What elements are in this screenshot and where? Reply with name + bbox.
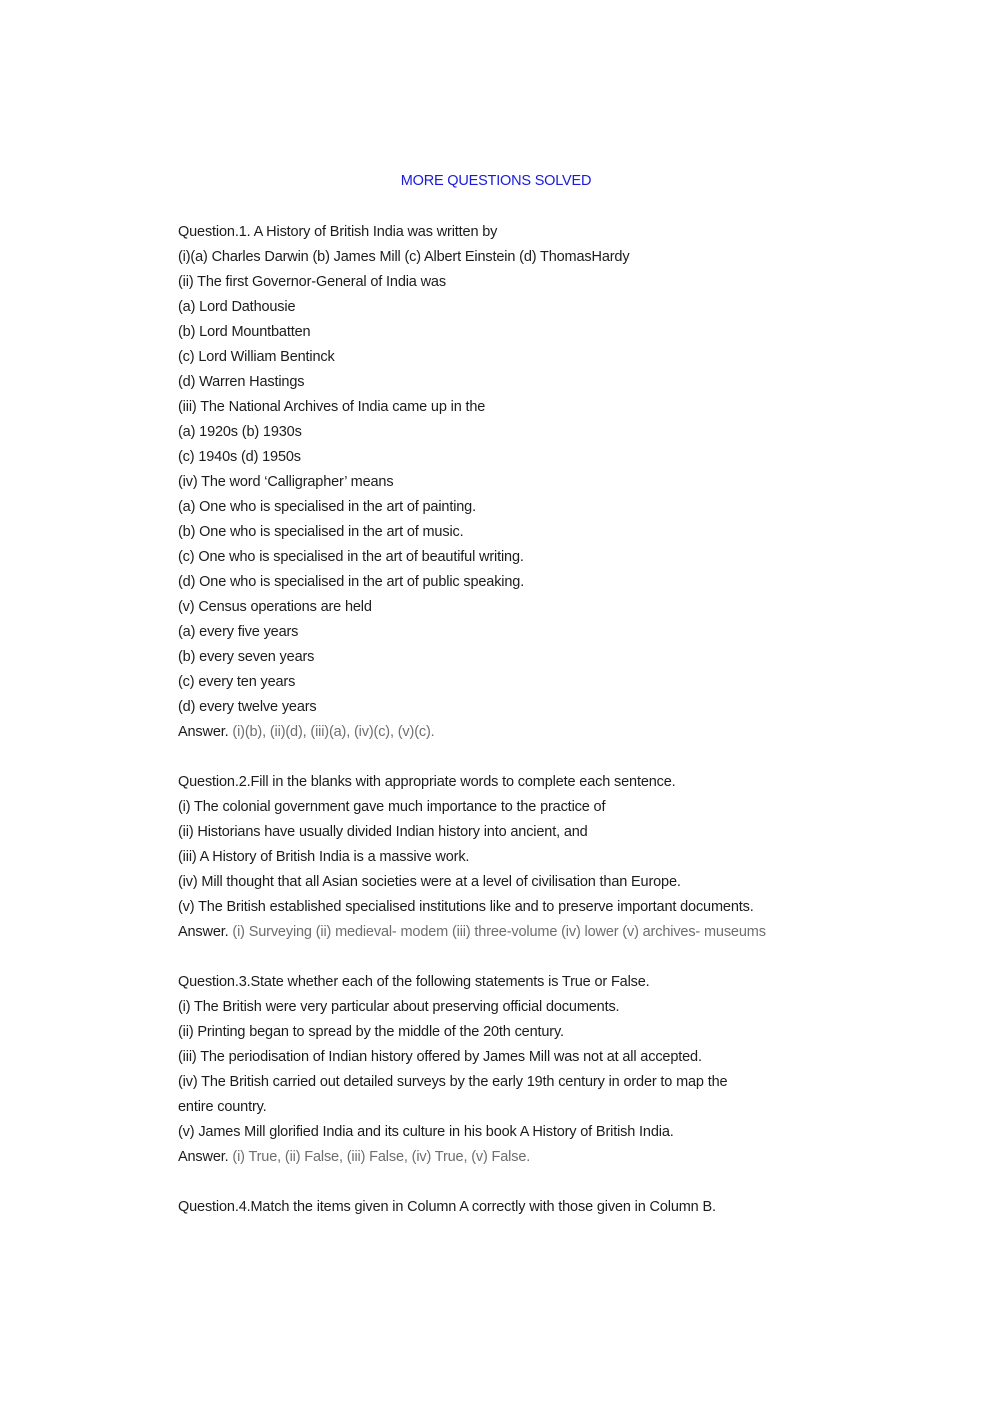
question-2-line: (v) The British established specialised institutions like and to preserve important documents.: [178, 899, 754, 915]
question-2-line: (iii) A History of British India is a massive work.: [178, 849, 470, 865]
question-1-line: (a) 1920s (b) 1930s: [178, 424, 302, 440]
question-1-answer: [178, 720, 838, 745]
question-3-line: (iii) The periodisation of Indian history offered by James Mill was not at all accepted.: [178, 1049, 702, 1065]
answer-text: (i)(b), (ii)(d), (iii)(a), (iv)(c), (v)(c).: [228, 724, 435, 740]
question-1-line: (b) Lord Mountbatten: [178, 324, 311, 340]
question-3-line: (i) The British were very particular about preserving official documents.: [178, 999, 620, 1015]
question-2-line: (iv) Mill thought that all Asian societies were at a level of civilisation than Europe.: [178, 874, 681, 890]
question-1-line: (iii) The National Archives of India came up in the: [178, 399, 486, 415]
question-3-line: (ii) Printing began to spread by the middle of the 20th century.: [178, 1024, 564, 1040]
question-2-line: (ii) Historians have usually divided Indian history into ancient, and: [178, 824, 588, 840]
question-3-line: (iv) The British carried out detailed surveys by the early 19th century in order to map the: [178, 1074, 728, 1090]
page-title: MORE QUESTIONS SOLVED: [400, 173, 592, 189]
question-1-line: (c) 1940s (d) 1950s: [178, 449, 301, 465]
question-1-line: (b) every seven years: [178, 649, 315, 665]
question-1-line: (iv) The word ‘Calligrapher’ means: [178, 474, 394, 490]
question-1-heading: Question.1. A History of British India was written by: [178, 224, 498, 240]
question-1-line: (ii) The first Governor-General of India was: [178, 274, 446, 290]
answer-label: Answer.: [178, 924, 229, 940]
questions-content: [178, 220, 838, 1220]
question-4-heading: Question.4.Match the items given in Column A correctly with those given in Column B.: [178, 1199, 716, 1215]
section-spacer: [178, 745, 838, 770]
question-3-line: entire country.: [178, 1099, 267, 1115]
question-2-heading: Question.2.Fill in the blanks with appropriate words to complete each sentence.: [178, 774, 676, 790]
question-2-line: (i) The colonial government gave much importance to the practice of: [178, 799, 606, 815]
question-1-line: (v) Census operations are held: [178, 599, 372, 615]
question-1-line: (c) every ten years: [178, 674, 296, 690]
answer-text: (i) Surveying (ii) medieval- modem (iii) three-volume (iv) lower (v) archives- museums: [228, 924, 766, 940]
question-2-answer: [178, 920, 838, 945]
question-1-line: (a) One who is specialised in the art of painting.: [178, 499, 476, 515]
question-1-line: (i)(a) Charles Darwin (b) James Mill (c) Albert Einstein (d) ThomasHardy: [178, 249, 630, 265]
question-1-line: (d) every twelve years: [178, 699, 317, 715]
section-spacer: [178, 945, 838, 970]
question-3-line: (v) James Mill glorified India and its culture in his book A History of British India.: [178, 1124, 674, 1140]
section-spacer: [178, 1170, 838, 1195]
answer-text: (i) True, (ii) False, (iii) False, (iv) True, (v) False.: [228, 1149, 531, 1165]
question-1-line: (a) Lord Dathousie: [178, 299, 296, 315]
question-3-heading: Question.3.State whether each of the following statements is True or False.: [178, 974, 650, 990]
question-3-answer: [178, 1145, 838, 1170]
question-1-line: (c) Lord William Bentinck: [178, 349, 335, 365]
question-1-line: (a) every five years: [178, 624, 299, 640]
question-1-line: (b) One who is specialised in the art of music.: [178, 524, 464, 540]
answer-label: Answer.: [178, 1149, 229, 1165]
question-1-line: (d) Warren Hastings: [178, 374, 305, 390]
answer-label: Answer.: [178, 724, 229, 740]
question-1-line: (c) One who is specialised in the art of beautiful writing.: [178, 549, 524, 565]
question-1-line: (d) One who is specialised in the art of public speaking.: [178, 574, 525, 590]
